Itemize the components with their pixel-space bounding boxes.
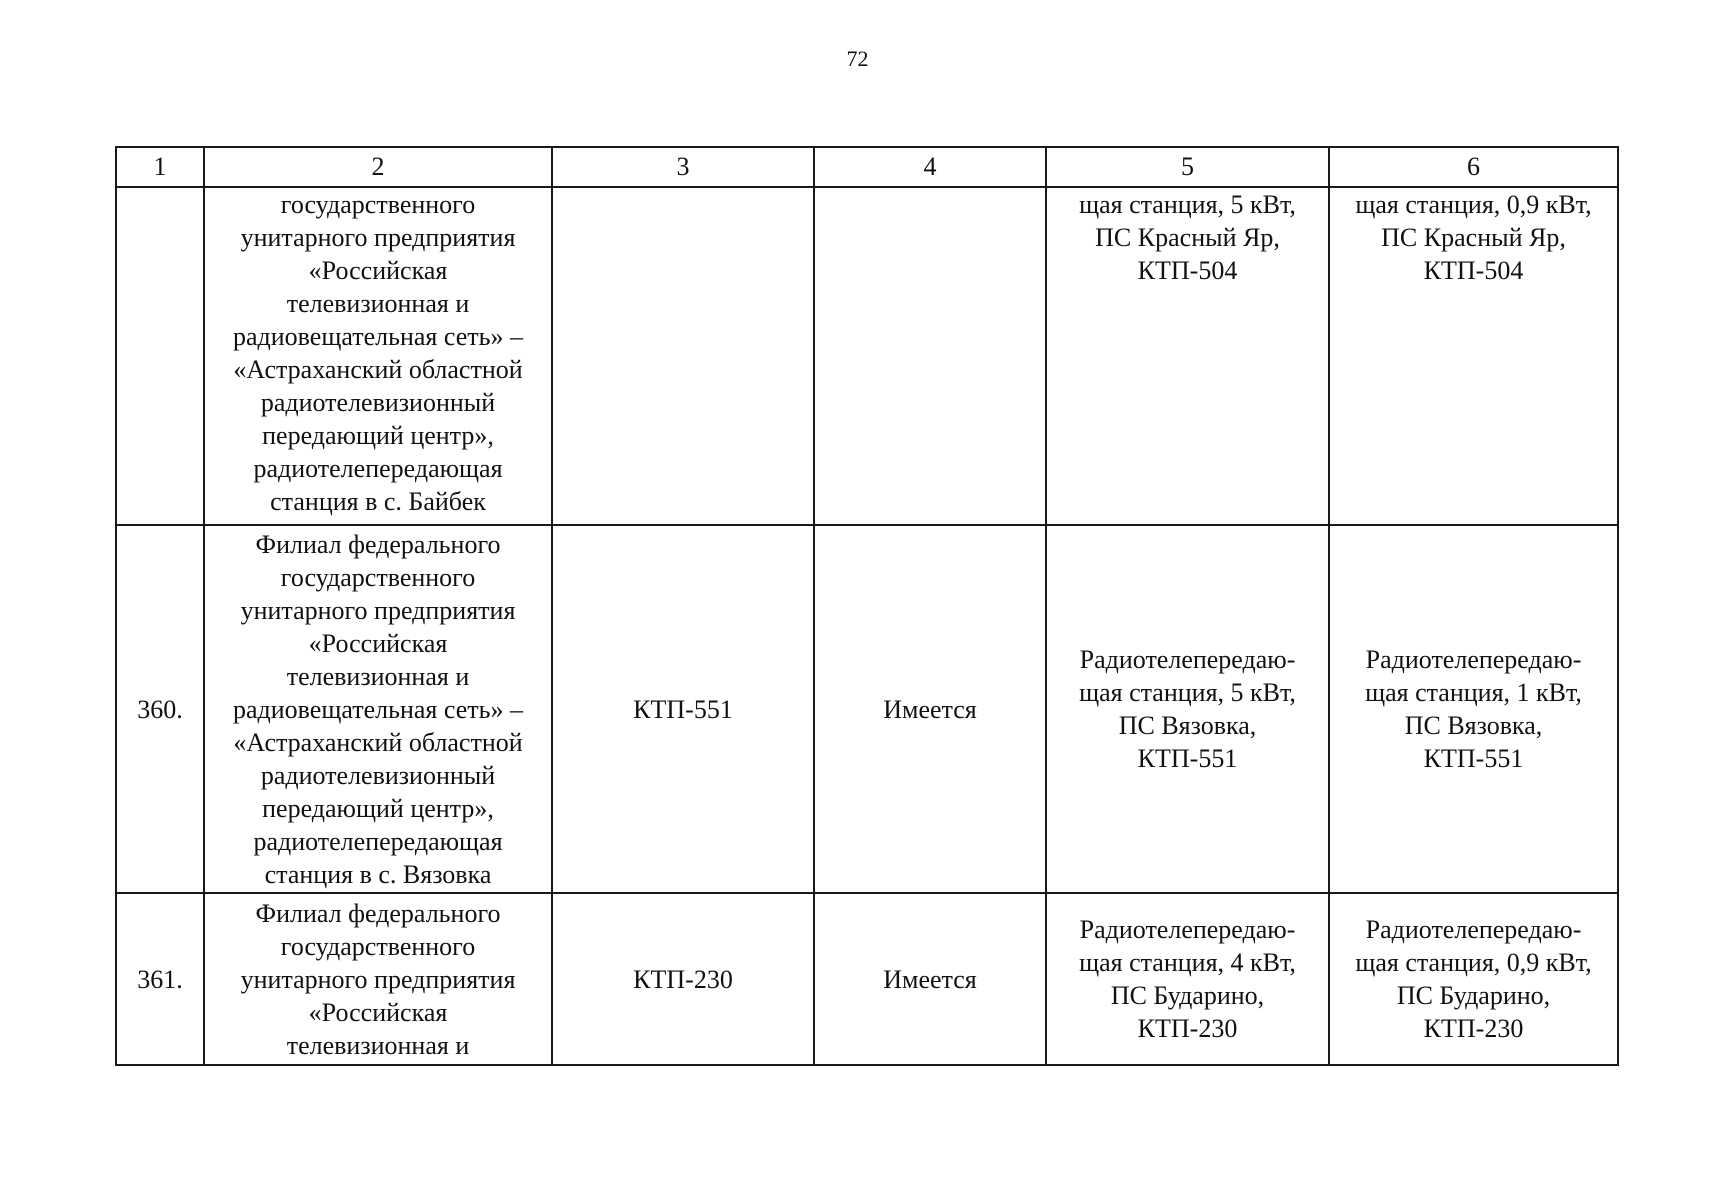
organization-line: радиотелевизионный	[260, 388, 496, 417]
organization-cell	[204, 893, 552, 1065]
ktp-cell: КТП-551	[552, 525, 814, 893]
header-row	[116, 147, 1618, 187]
station-line: щая станция, 0,9 кВт,	[1355, 948, 1592, 977]
station-line: ПС Вязовка,	[1404, 711, 1543, 740]
organization-line: «Российская	[308, 256, 448, 285]
station-line: Радиотелепередаю-	[1365, 645, 1582, 674]
station-line: щая станция, 5 кВт,	[1079, 190, 1296, 219]
status-cell	[814, 187, 1046, 525]
station-line: КТП-551	[1423, 744, 1524, 773]
organization-line: «Астраханский областной	[233, 727, 523, 757]
ktp-cell: КТП-230	[552, 893, 814, 1065]
station-cell	[1329, 893, 1618, 1065]
station-line: КТП-230	[1423, 1014, 1524, 1043]
station-line: ПС Бударино,	[1110, 981, 1265, 1010]
organization-line: передающий центр»,	[262, 421, 494, 450]
station-line: Радиотелепередаю-	[1365, 915, 1582, 944]
station-line: КТП-551	[1137, 744, 1238, 773]
column-header: 4	[814, 147, 1046, 187]
station-cell	[1046, 187, 1329, 525]
organization-line: радиотелевизионный	[260, 760, 496, 790]
organization-line: станция в с. Вязовка	[264, 859, 492, 889]
organization-line: унитарного предприятия	[240, 223, 516, 252]
column-header: 3	[552, 147, 814, 187]
column-header: 1	[116, 147, 204, 187]
station-line: КТП-230	[1137, 1014, 1238, 1043]
station-line: щая станция, 1 кВт,	[1365, 678, 1582, 707]
organization-line: государственного	[280, 931, 476, 961]
organization-line: телевизионная и	[286, 289, 470, 318]
station-line: щая станция, 0,9 кВт,	[1355, 190, 1592, 219]
table-row	[116, 525, 1618, 893]
ktp-cell	[552, 187, 814, 525]
organization-line: Филиал федерального	[255, 898, 501, 928]
organization-line: «Российская	[308, 628, 448, 658]
station-line: Радиотелепередаю-	[1079, 915, 1296, 944]
data-table	[115, 146, 1619, 1066]
table-row	[116, 893, 1618, 1065]
station-cell	[1046, 893, 1329, 1065]
organization-line: радиотелепередающая	[253, 826, 503, 856]
station-cell	[1329, 525, 1618, 893]
row-number-cell: 361.	[116, 893, 204, 1065]
column-header: 6	[1329, 147, 1618, 187]
organization-line: «Российская	[308, 997, 448, 1027]
organization-line: телевизионная и	[286, 1030, 470, 1060]
station-line: щая станция, 4 кВт,	[1079, 948, 1296, 977]
row-number-cell: 360.	[116, 525, 204, 893]
station-line: ПС Красный Яр,	[1381, 223, 1566, 252]
organization-line: Филиал федерального	[255, 529, 501, 559]
station-line: КТП-504	[1423, 256, 1524, 285]
station-cell	[1046, 525, 1329, 893]
column-header: 5	[1046, 147, 1329, 187]
column-header: 2	[204, 147, 552, 187]
organization-line: радиовещательная сеть» –	[233, 694, 523, 724]
table-row	[116, 187, 1618, 525]
organization-line: телевизионная и	[286, 661, 470, 691]
status-cell: Имеется	[814, 893, 1046, 1065]
station-line: щая станция, 5 кВт,	[1079, 678, 1296, 707]
organization-cell	[204, 525, 552, 893]
organization-line: станция в с. Байбек	[270, 487, 486, 516]
station-line: ПС Бударино,	[1396, 981, 1551, 1010]
organization-line: унитарного предприятия	[240, 964, 516, 994]
organization-line: унитарного предприятия	[240, 595, 516, 625]
station-line: ПС Красный Яр,	[1095, 223, 1280, 252]
organization-line: передающий центр»,	[262, 793, 494, 823]
row-number-cell	[116, 187, 204, 525]
organization-cell	[204, 187, 552, 525]
organization-line: государственного	[280, 562, 476, 592]
station-cell	[1329, 187, 1618, 525]
page-number: 72	[846, 46, 869, 71]
station-line: ПС Вязовка,	[1118, 711, 1257, 740]
station-line: КТП-504	[1137, 256, 1238, 285]
status-cell: Имеется	[814, 525, 1046, 893]
organization-line: «Астраханский областной	[233, 355, 523, 384]
station-line: Радиотелепередаю-	[1079, 645, 1296, 674]
organization-line: государственного	[280, 190, 476, 219]
organization-line: радиовещательная сеть» –	[233, 322, 523, 351]
organization-line: радиотелепередающая	[253, 454, 503, 483]
